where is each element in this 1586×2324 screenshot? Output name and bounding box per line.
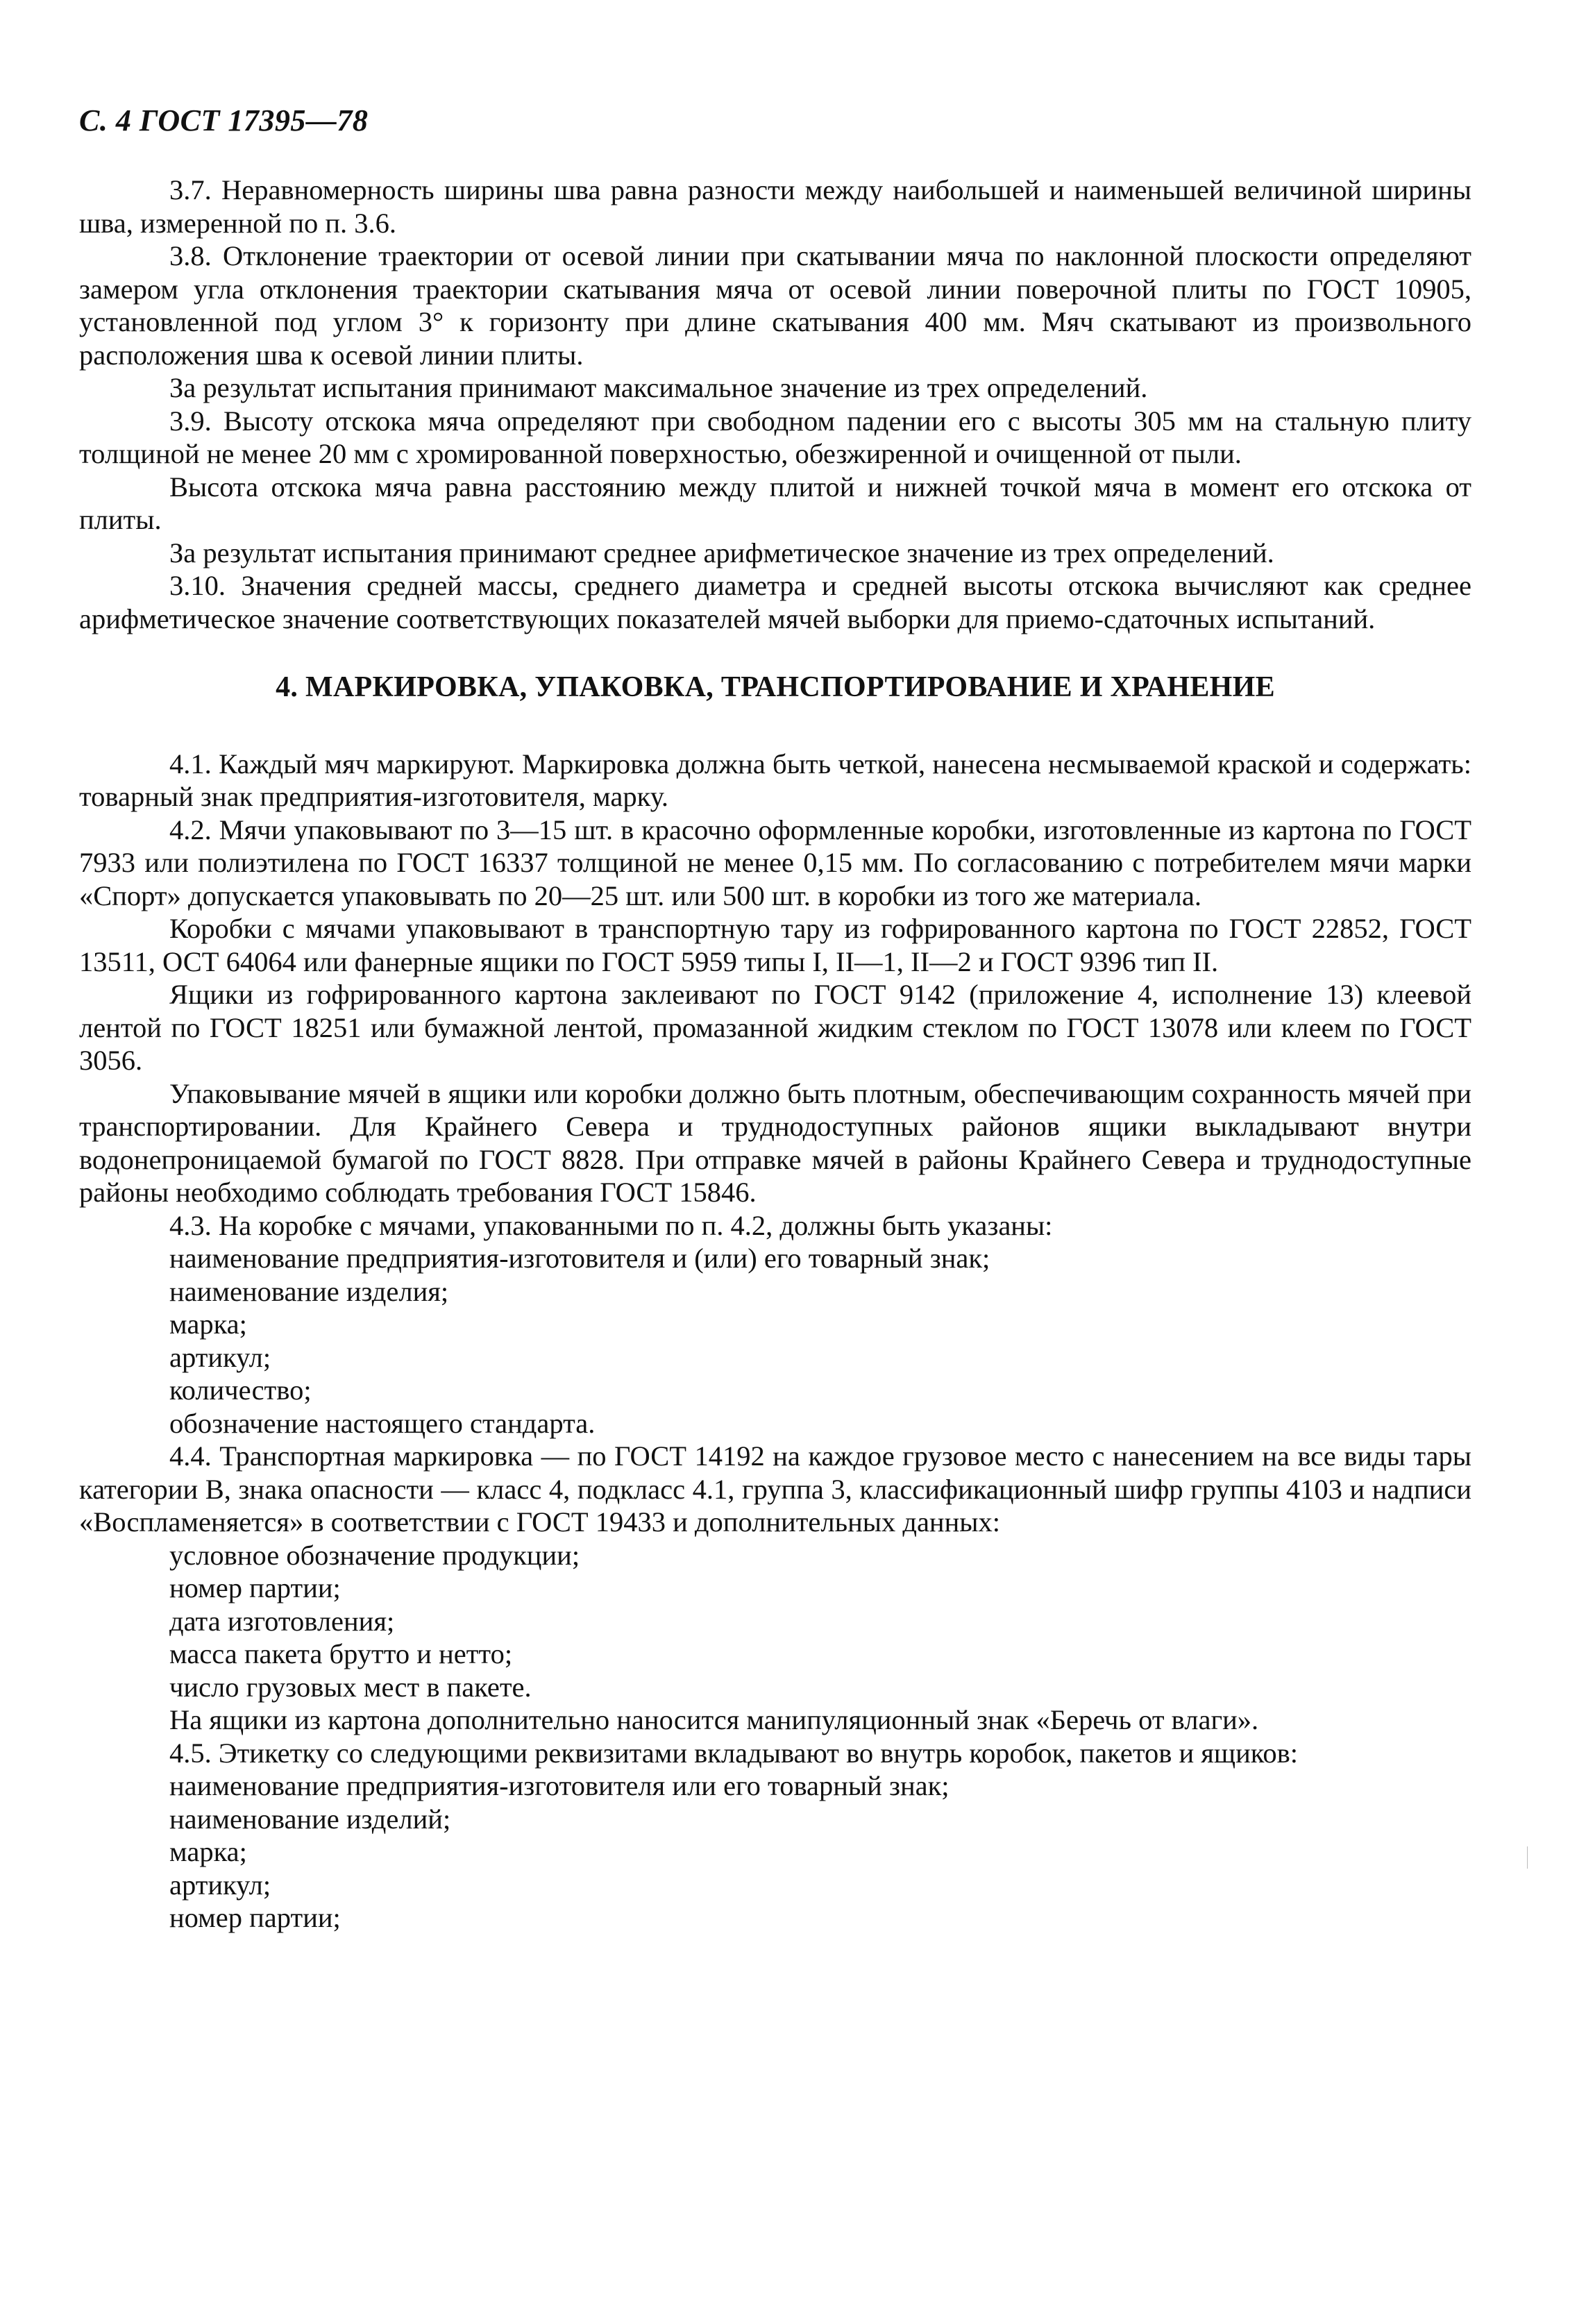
paragraph-4-2-boxes: Коробки с мячами упаковывают в транспортную тару из гофрированного картона по ГОСТ 22852, ГОСТ 13511, ОСТ 64064 или фанерные ящики по ГОСТ 5959 типы I, II—1, II—2 и ГОСТ 9396 тип II. xyxy=(79,913,1471,977)
list-item: артикул; xyxy=(169,1341,271,1373)
paragraph-3-9-result: За результат испытания принимают среднее арифметическое значение из трех определений. xyxy=(169,537,1274,569)
document-body xyxy=(79,174,1471,1935)
paragraph-4-4: 4.4. Транспортная маркировка — по ГОСТ 14192 на каждое грузовое место с нанесением на все виды тары категории В, знака опасности — класс 4, подкласс 4.1, группа 3, классификационный шифр группы 4103 и надписи «Воспламеняется» в соответствии с ГОСТ 19433 и дополнительных данных: xyxy=(79,1440,1471,1538)
paragraph-4-2-crates: Ящики из гофрированного картона заклеивают по ГОСТ 9142 (приложение 4, исполнение 13) клеевой лентой по ГОСТ 18251 или бумажной лентой, промазанной жидким стеклом по ГОСТ 13078 или клеем по ГОСТ 3056. xyxy=(79,979,1471,1076)
running-header: С. 4 ГОСТ 17395—78 xyxy=(79,103,369,137)
paragraph-3-9-height: Высота отскока мяча равна расстоянию между плитой и нижней точкой мяча в момент его отскока от плиты. xyxy=(79,471,1471,535)
paragraph-4-5: 4.5. Этикетку со следующими реквизитами вкладывают во внутрь коробок, пакетов и ящиков: xyxy=(169,1737,1299,1769)
paragraph-4-1: 4.1. Каждый мяч маркируют. Маркировка должна быть четкой, нанесена несмываемой краской и содержать: товарный знак предприятия-изготовителя, марку. xyxy=(79,748,1471,812)
list-item: масса пакета брутто и нетто; xyxy=(169,1638,513,1669)
list-item: условное обозначение продукции; xyxy=(169,1539,580,1571)
paragraph-3-8-result: За результат испытания принимают максимальное значение из трех определений. xyxy=(169,372,1148,403)
list-item: количество; xyxy=(169,1374,312,1406)
section-4-title: 4. МАРКИРОВКА, УПАКОВКА, ТРАНСПОРТИРОВАНИЕ И ХРАНЕНИЕ xyxy=(276,671,1275,703)
list-item: дата изготовления; xyxy=(169,1605,395,1637)
paragraph-4-2-packing: Упаковывание мячей в ящики или коробки должно быть плотным, обеспечивающим сохранность мячей при транспортировании. Для Крайнего Севера и труднодоступных районов ящики выкладывают внутри водонепроницаемой бумагой по ГОСТ 8828. При отправке мячей в районы Крайнего Севера и труднодоступные районы необходимо соблюдать требования ГОСТ 15846. xyxy=(79,1077,1471,1208)
list-item: число грузовых мест в пакете. xyxy=(169,1671,532,1703)
paragraph-3-7: 3.7. Неравномерность ширины шва равна разности между наибольшей и наименьшей величиной ширины шва, измеренной по п. 3.6. xyxy=(79,174,1471,239)
list-item: наименование предприятия-изготовителя и (или) его товарный знак; xyxy=(169,1243,990,1274)
list-item: марка; xyxy=(169,1308,247,1340)
paragraph-4-2: 4.2. Мячи упаковывают по 3—15 шт. в красочно оформленные коробки, изготовленные из картона по ГОСТ 7933 или полиэтилена по ГОСТ 16337 толщиной не менее 0,15 мм. По согласованию с потребителем мячи марки «Спорт» допускается упаковывать по 20—25 шт. или 500 шт. в коробки из того же материала. xyxy=(79,814,1471,911)
list-item: номер партии; xyxy=(169,1572,341,1603)
paragraph-3-9: 3.9. Высоту отскока мяча определяют при свободном падении его с высоты 305 мм на стальную плиту толщиной не менее 20 мм с хромированной поверхностью, обезжиренной и очищенной от пыли. xyxy=(79,405,1471,469)
list-item: артикул; xyxy=(169,1869,271,1901)
paragraph-4-3: 4.3. На коробке с мячами, упакованными по п. 4.2, должны быть указаны: xyxy=(169,1209,1053,1241)
list-item: наименование изделий; xyxy=(169,1803,451,1835)
paragraph-4-4-extra: На ящики из картона дополнительно наносится манипуляционный знак «Беречь от влаги». xyxy=(169,1704,1259,1735)
list-item: обозначение настоящего стандарта. xyxy=(169,1407,596,1439)
paragraph-3-8: 3.8. Отклонение траектории от осевой линии при скатывании мяча по наклонной плоскости определяют замером угла отклонения траектории скатывания мяча от осевой линии поверочной плиты по ГОСТ 10905, установленной под углом 3° к горизонту при длине скатывания 400 мм. Мяч скатывают из произвольного расположения шва к осевой линии плиты. xyxy=(79,240,1471,371)
list-item: номер партии; xyxy=(169,1902,341,1933)
list-item: марка; xyxy=(169,1836,247,1867)
list-item: наименование изделия; xyxy=(169,1275,449,1307)
scan-artifact-mark xyxy=(1527,1846,1528,1869)
paragraph-3-10: 3.10. Значения средней массы, среднего диаметра и средней высоты отскока вычисляют как среднее арифметическое значение соответствующих показателей мячей выборки для приемо-сдаточных испытаний. xyxy=(79,570,1471,634)
list-item: наименование предприятия-изготовителя или его товарный знак; xyxy=(169,1770,950,1801)
